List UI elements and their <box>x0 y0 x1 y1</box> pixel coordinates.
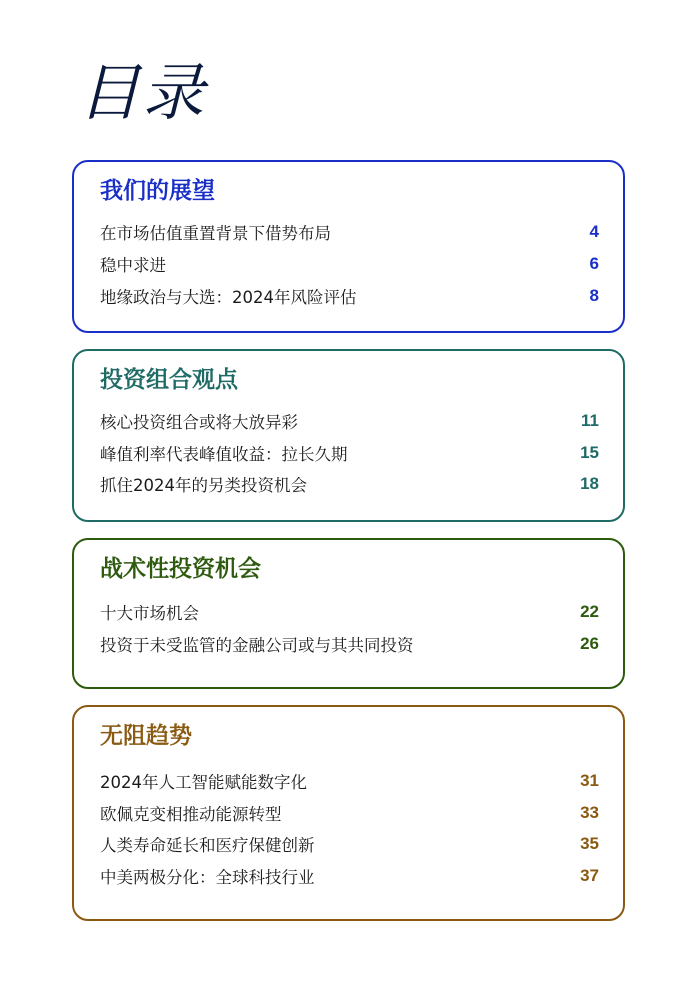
toc-entry-label: 峰值利率代表峰值收益：拉长久期 <box>100 445 348 464</box>
toc-section-unstoppable-trends <box>72 705 625 921</box>
toc-section-our-outlook <box>72 160 625 333</box>
section-title: 我们的展望 <box>100 178 215 204</box>
toc-entry[interactable] <box>100 220 599 244</box>
toc-entry[interactable] <box>100 769 599 793</box>
toc-entry[interactable] <box>100 832 599 856</box>
toc-entry-label: 稳中求进 <box>100 256 166 275</box>
toc-entry-page: 18 <box>580 474 599 493</box>
section-title: 无阻趋势 <box>100 723 192 749</box>
toc-entry-label: 投资于未受监管的金融公司或与其共同投资 <box>100 636 414 655</box>
toc-entry-label: 核心投资组合或将大放异彩 <box>100 413 298 432</box>
toc-entry-page: 26 <box>580 634 599 653</box>
toc-entry-label: 十大市场机会 <box>100 604 199 623</box>
toc-entry-label: 中美两极分化：全球科技行业 <box>100 868 315 887</box>
toc-entry[interactable] <box>100 632 599 656</box>
toc-entry-page: 37 <box>580 866 599 885</box>
toc-entry-label: 欧佩克变相推动能源转型 <box>100 805 282 824</box>
toc-entry[interactable] <box>100 409 599 433</box>
toc-entry-label: 地缘政治与大选：2024年风险评估 <box>100 288 357 307</box>
toc-entry[interactable] <box>100 472 599 496</box>
toc-entry-page: 8 <box>589 286 599 305</box>
toc-entry-page: 4 <box>589 222 599 241</box>
toc-entry-page: 31 <box>580 771 599 790</box>
section-title: 战术性投资机会 <box>100 556 261 582</box>
toc-entry-label: 人类寿命延长和医疗保健创新 <box>100 836 315 855</box>
toc-entry[interactable] <box>100 600 599 624</box>
page-title: 目录 <box>78 56 207 129</box>
toc-entry[interactable] <box>100 801 599 825</box>
toc-entry-page: 15 <box>580 443 599 462</box>
toc-entry[interactable] <box>100 441 599 465</box>
toc-entry-page: 22 <box>580 602 599 621</box>
toc-entry-page: 33 <box>580 803 599 822</box>
toc-section-portfolio-views <box>72 349 625 522</box>
toc-section-tactical-opportunities <box>72 538 625 689</box>
toc-entry-label: 抓住2024年的另类投资机会 <box>100 476 307 495</box>
toc-entry-page: 6 <box>589 254 599 273</box>
toc-entry-page: 35 <box>580 834 599 853</box>
toc-entry-page: 11 <box>581 411 599 430</box>
toc-entry[interactable] <box>100 284 599 308</box>
toc-entry-label: 在市场估值重置背景下借势布局 <box>100 224 331 243</box>
toc-entry[interactable] <box>100 864 599 888</box>
section-title: 投资组合观点 <box>100 367 238 393</box>
toc-entry[interactable] <box>100 252 599 276</box>
toc-entry-label: 2024年人工智能赋能数字化 <box>100 773 307 792</box>
